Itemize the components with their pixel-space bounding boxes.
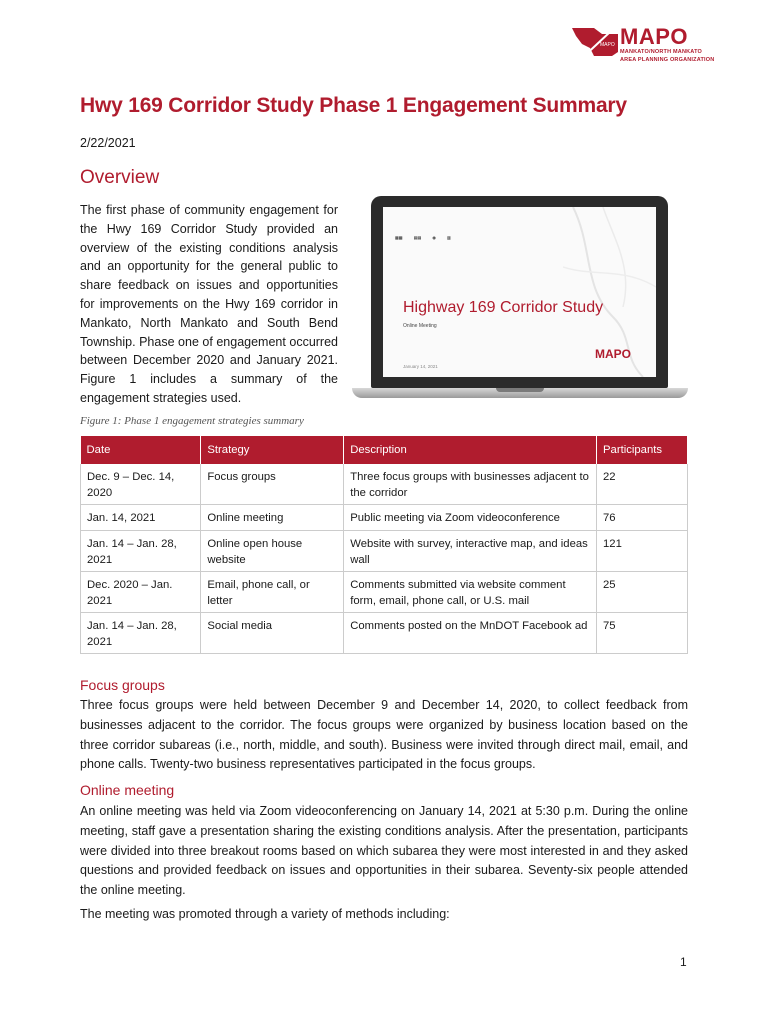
partner-logo: ▦▦ (395, 235, 403, 240)
overview-heading: Overview (80, 167, 160, 188)
table-cell: Three focus groups with businesses adjacent to the corridor (344, 464, 597, 505)
page-number: 1 (680, 955, 687, 969)
column-header: Description (344, 436, 597, 464)
svg-text:MAPO: MAPO (600, 42, 615, 48)
engagement-table (80, 436, 688, 654)
table-header-row (81, 436, 688, 464)
table-cell: Comments submitted via website comment form, email, phone call, or U.S. mail (344, 572, 597, 613)
figure-caption: Figure 1: Phase 1 engagement strategies summary (80, 415, 304, 427)
laptop-notch (496, 388, 544, 392)
laptop-screen (383, 207, 656, 377)
table-cell: Public meeting via Zoom videoconference (344, 505, 597, 531)
table-cell: Email, phone call, or letter (201, 572, 344, 613)
table-cell: 25 (597, 572, 688, 613)
document-date: 2/22/2021 (80, 136, 136, 150)
partner-logo: ▤▤ (413, 235, 422, 240)
table-row (81, 572, 688, 613)
screen-title: Highway 169 Corridor Study (403, 299, 604, 316)
table-cell: Jan. 14 – Jan. 28, 2021 (81, 531, 201, 572)
laptop-image (352, 196, 688, 408)
logo-line2: AREA PLANNING ORGANIZATION (620, 57, 715, 63)
table-cell: 22 (597, 464, 688, 505)
focus-groups-paragraph: Three focus groups were held between December 9 and December 14, 2020, to collect feedback from businesses adjacent to the corridor. The focus groups were organized by business location based on the three corridor subareas (i.e., north, middle, and south). Business were invited through direct mail, email, and phone calls. Twenty-two business representatives participated in the focus groups. (80, 698, 688, 772)
table-cell: Social media (201, 613, 344, 654)
table-cell: 121 (597, 531, 688, 572)
column-header: Participants (597, 436, 688, 464)
table-row (81, 613, 688, 654)
overview-paragraph: The first phase of community engagement for the Hwy 169 Corridor Study provided an overview of the existing conditions analysis and an opportunity for the general public to share feedback on issues and opportunities for improvements on the Hwy 169 corridor in Mankato, North Mankato and South Bend Township. Phase one of engagement occurred between December 2020 and January 2021. Figure 1 includes a summary of the engagement strategies used. (80, 203, 338, 405)
table-cell: Online meeting (201, 505, 344, 531)
partner-logos (395, 235, 461, 240)
column-header: Date (81, 436, 201, 464)
online-meeting-paragraph: An online meeting was held via Zoom videoconferencing on January 14, 2021 at 5:30 p.m. During the online meeting, staff gave a presentation sharing the existing conditions analysis. After the presentation, participants were divided into three breakout rooms based on which subarea they were most interested in and they asked questions and provided feedback on issues and opportunities in their subarea. Seventy-six people attended the online meeting. (80, 804, 688, 898)
logo-line1: MANKATO/NORTH MANKATO (620, 49, 703, 55)
screen-logo: MAPO (595, 347, 631, 361)
focus-groups-heading: Focus groups (80, 677, 165, 693)
partner-logo: ◉ (432, 235, 436, 240)
table-cell: 76 (597, 505, 688, 531)
screen-subtitle: Online Meeting (403, 323, 437, 329)
promotion-paragraph: The meeting was promoted through a variety of methods including: (80, 907, 450, 921)
table-cell: 75 (597, 613, 688, 654)
table-cell: Dec. 2020 – Jan. 2021 (81, 572, 201, 613)
column-header: Strategy (201, 436, 344, 464)
table-cell: Jan. 14 – Jan. 28, 2021 (81, 613, 201, 654)
table-cell: Online open house website (201, 531, 344, 572)
table-cell: Website with survey, interactive map, and ideas wall (344, 531, 597, 572)
minnesota-map-icon (572, 22, 622, 64)
table-cell: Focus groups (201, 464, 344, 505)
mapo-logo (572, 22, 715, 68)
table-cell: Dec. 9 – Dec. 14, 2020 (81, 464, 201, 505)
table-cell: Comments posted on the MnDOT Facebook ad (344, 613, 597, 654)
table-row (81, 464, 688, 505)
table-cell: Jan. 14, 2021 (81, 505, 201, 531)
screen-date: January 14, 2021 (403, 364, 438, 369)
table-row (81, 505, 688, 531)
online-meeting-heading: Online meeting (80, 782, 175, 798)
page-title: Hwy 169 Corridor Study Phase 1 Engagement Summary (80, 94, 627, 117)
table-row (81, 531, 688, 572)
logo-name: MAPO (620, 24, 688, 49)
partner-logo: ▥ (447, 235, 451, 240)
